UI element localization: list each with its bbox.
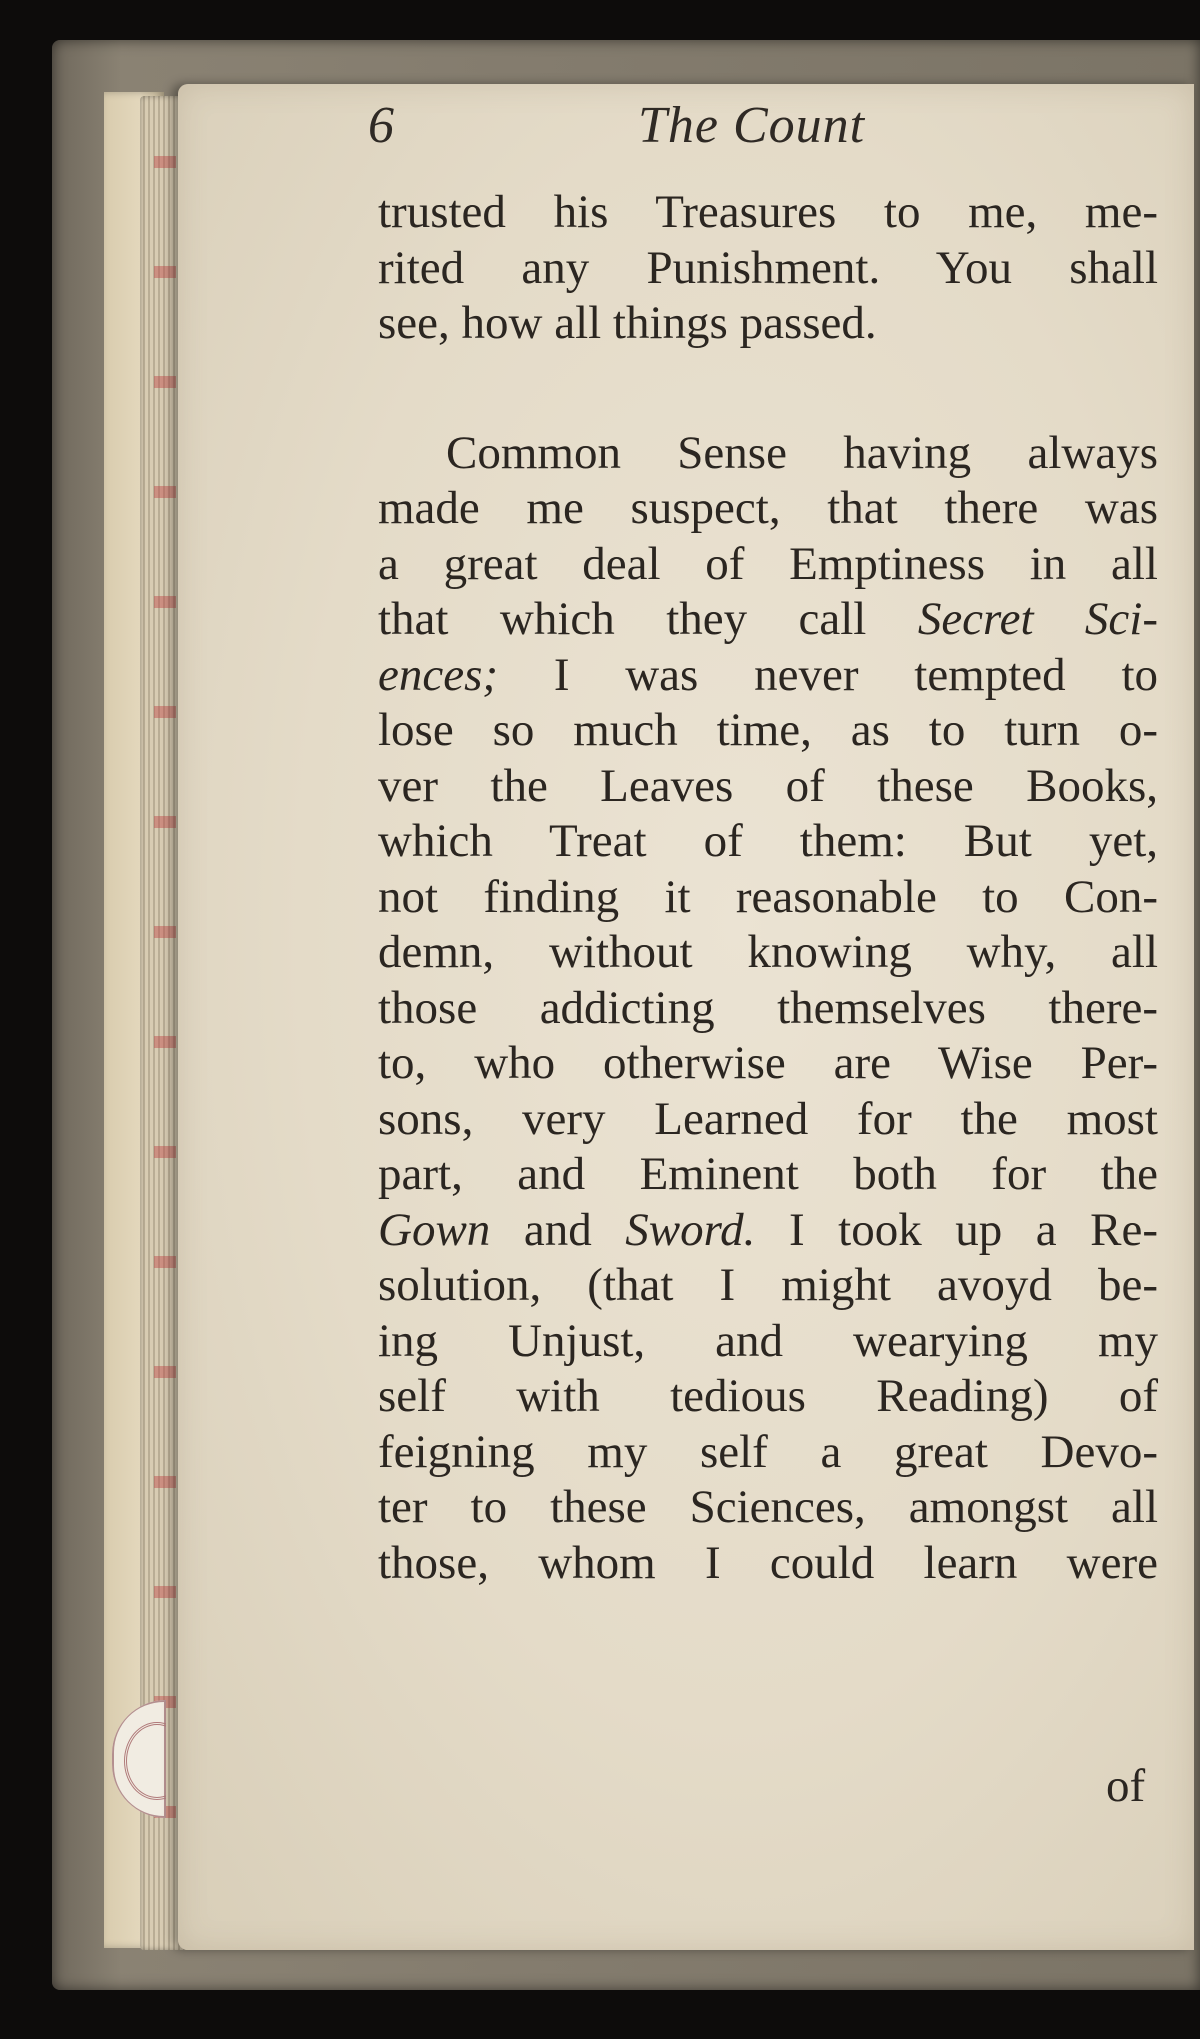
- text-line: those addicting themselves there-: [378, 981, 1158, 1034]
- italic-phrase: Secret Sci-: [917, 593, 1158, 645]
- text-fragment: and: [523, 1203, 592, 1256]
- text-line: [378, 1203, 1158, 1259]
- text-line: ing Unjust, and wearying my: [378, 1314, 1158, 1367]
- running-title: The Count: [638, 97, 866, 154]
- text-line: made me suspect, that there was: [378, 482, 1158, 534]
- running-head: [190, 96, 910, 176]
- body-text: [378, 185, 1158, 1591]
- text-line: not finding it reasonable to Con-: [378, 870, 1158, 923]
- text-line: see, how all things passed.: [378, 297, 877, 349]
- text-line: which Treat of them: But yet,: [378, 815, 1158, 867]
- paragraph-gap: [378, 352, 1158, 426]
- text-line: rited any Punishment. You shall: [378, 241, 1158, 294]
- text-line: a great deal of Emptiness in all: [378, 537, 1158, 590]
- catchword: of: [1106, 1760, 1146, 1812]
- text-line: solution, (that I might avoyd be-: [378, 1259, 1158, 1311]
- italic-phrase: Gown: [378, 1203, 491, 1256]
- text-line: lose so much time, as to turn o-: [378, 704, 1158, 756]
- text-fragment: that which they call: [378, 593, 867, 645]
- text-line: feigning my self a great Devo-: [378, 1425, 1158, 1478]
- text-line: to, who otherwise are Wise Per-: [378, 1037, 1158, 1089]
- text-line: ver the Leaves of these Books,: [378, 759, 1158, 812]
- italic-phrase: ences;: [378, 648, 499, 701]
- text-line: Common Sense having always: [446, 426, 1158, 479]
- italic-phrase: Sword.: [625, 1203, 756, 1256]
- text-line: [378, 592, 1158, 648]
- text-line: [378, 648, 1158, 704]
- text-line: demn, without knowing why, all: [378, 926, 1158, 978]
- text-line: trusted his Treasures to me, me-: [378, 186, 1158, 238]
- page-number: 6: [368, 97, 394, 154]
- text-line: ter to these Sciences, amongst all: [378, 1481, 1158, 1533]
- text-line: sons, very Learned for the most: [378, 1092, 1158, 1145]
- text-fragment: I was never tempted to: [553, 648, 1158, 701]
- text-fragment: I took up a Re-: [788, 1203, 1159, 1256]
- text-line: self with tedious Reading) of: [378, 1370, 1158, 1422]
- text-line: part, and Eminent both for the: [378, 1148, 1158, 1200]
- text-line: those, whom I could learn were: [378, 1536, 1158, 1589]
